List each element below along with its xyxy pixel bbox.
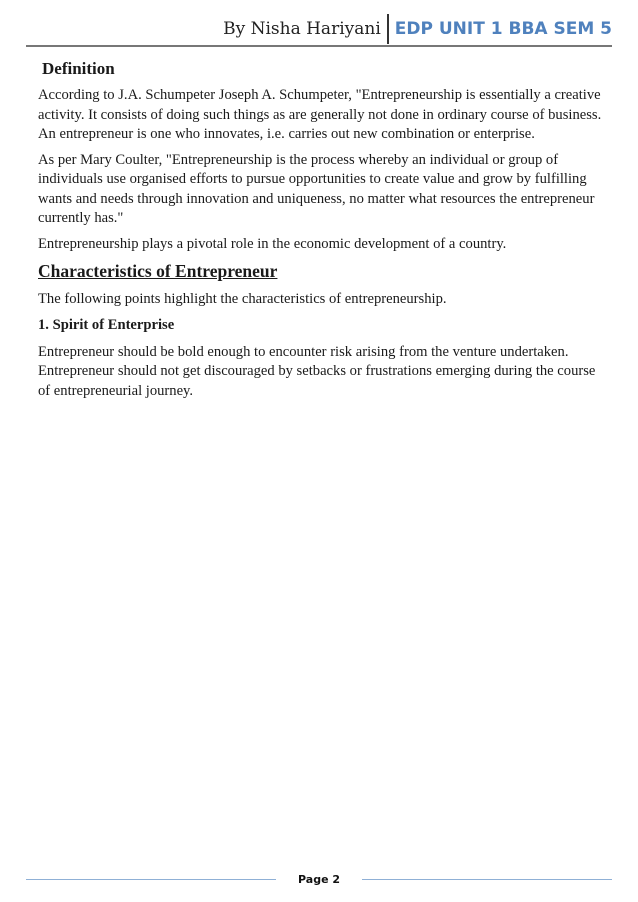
footer-rule-right xyxy=(362,879,612,880)
header-unit-title: EDP UNIT 1 BBA SEM 5 xyxy=(394,19,612,39)
page-number: Page 2 xyxy=(298,872,341,886)
characteristics-heading: Characteristics of Entrepreneur xyxy=(38,261,278,281)
header-divider xyxy=(26,45,612,47)
definition-heading: Definition xyxy=(42,59,115,78)
header-author: By Nisha Hariyani xyxy=(223,19,381,39)
characteristics-intro: The following points highlight the characteristics of entrepreneurship. xyxy=(38,291,447,307)
page-header xyxy=(26,12,612,46)
page-footer xyxy=(26,870,612,888)
point-1-heading: 1. Spirit of Enterprise xyxy=(38,316,175,333)
definition-paragraph-role: Entrepreneurship plays a pivotal role in the economic development of a country. xyxy=(38,235,507,252)
page-content xyxy=(38,58,604,407)
definition-paragraph-coulter: As per Mary Coulter, "Entrepreneurship is the process whereby an individual or group of individuals use organised efforts to pursue opportunities to create value and grow by fulfilling wants and needs through innovation and uniqueness, no matter what resources the entrepreneur currently has." xyxy=(38,151,595,226)
definition-paragraph-schumpeter: According to J.A. Schumpeter Joseph A. Schumpeter, "Entrepreneurship is essentially a creative activity. It consists of doing such things as are generally not done in ordinary course of business. An entrepreneur is one who innovates, i.e. carries out new combination or enterprise. xyxy=(38,87,602,142)
header-separator xyxy=(387,14,389,44)
point-1-text: Entrepreneur should be bold enough to encounter risk arising from the venture undertaken. Entrepreneur should not get discouraged by setbacks or frustrations emerging during the course of entrepreneurial journey. xyxy=(38,343,596,399)
footer-rule-left xyxy=(26,879,276,880)
